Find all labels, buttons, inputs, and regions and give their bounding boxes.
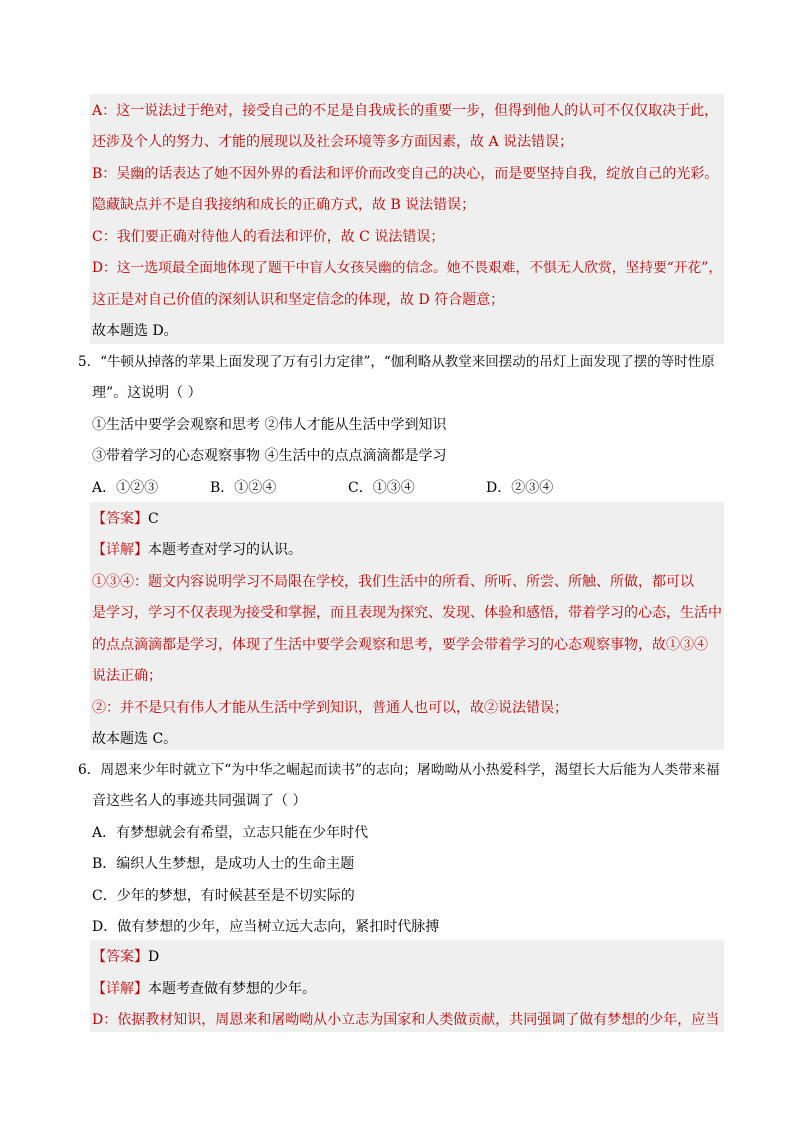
- detail-tag: 【详解】: [92, 542, 148, 558]
- detail-text: 本题考查对学习的认识。: [148, 542, 302, 558]
- question-5-detail: [92, 541, 302, 559]
- question-5-choice-a: A．①②③: [92, 480, 159, 496]
- detail-text: 本题考查做有梦想的少年。: [148, 981, 316, 997]
- explanation-mark: ①③④: [92, 574, 134, 590]
- question-6-stem-line2: 音这些名人的事迹共同强调了（ ）: [92, 793, 307, 809]
- explanation-text: ：并不是只有伟人才能从生活中学到知识，普通人也可以，故②说法错误；: [106, 700, 568, 716]
- analysis-b-line2: 隐藏缺点并不是自我接纳和成长的正确方式，故 B 说法错误；: [92, 197, 476, 213]
- answer-value: C: [148, 511, 159, 527]
- question-5-answer: [92, 510, 159, 528]
- question-5-conclusion: 故本题选 C。: [92, 731, 178, 747]
- question-6-stem-line1: 6．周恩来少年时就立下“为中华之崛起而读书”的志向；屠呦呦从小热爱科学，渴望长大后能为人类带来福: [78, 762, 720, 778]
- question-5-choice-b: B．①②④: [210, 480, 277, 496]
- question-5-explanation-line4: 说法正确；: [92, 668, 162, 684]
- question-5-explanation-line3: 的点点滴滴都是学习，体现了生活中要学会观察和思考，要学会带着学习的心态观察事物，故①③④: [92, 637, 708, 653]
- question-5-choice-c: C．①③④: [348, 480, 415, 496]
- question-6-option-d: D．做有梦想的少年，应当树立远大志向，紧扣时代脉搏: [92, 919, 440, 935]
- question-5-statements-line1: ①生活中要学会观察和思考 ②伟人才能从生活中学到知识: [92, 417, 447, 433]
- analysis-b-line1: B：吴幽的话表达了她不因外界的看法和评价而改变自己的决心，而是要坚持自我，绽放自己的光彩。: [92, 166, 719, 182]
- answer-value: D: [148, 949, 160, 965]
- question-5-explanation-line2: 是学习，学习不仅表现为接受和掌握，而且表现为探究、发现、体验和感悟，带着学习的心态，生活中: [92, 605, 722, 621]
- analysis-a-line2: 还涉及个人的努力、才能的展现以及社会环境等多方面因素，故 A 说法错误；: [92, 134, 574, 150]
- question-6-answer: [92, 948, 159, 966]
- question-5-explanation-line5: [92, 699, 568, 717]
- question-6-option-b: B．编织人生梦想，是成功人士的生命主题: [92, 856, 355, 872]
- question-6-option-c: C．少年的梦想，有时候甚至是不切实际的: [92, 888, 355, 904]
- analysis-d-line1: D：这一选项最全面地体现了题干中盲人女孩吴幽的信念。她不畏艰难，不惧无人欣赏，坚持要“开花”，: [92, 260, 723, 276]
- question-5-stem-line2: 理”。这说明（ ）: [92, 385, 202, 401]
- explanation-text: ：题文内容说明学习不局限在学校，我们生活中的所看、所听、所尝、所触、所做，都可以: [134, 574, 694, 590]
- question-6-option-a: A．有梦想就会有希望，立志只能在少年时代: [92, 825, 369, 841]
- answer-tag: 【答案】: [92, 949, 148, 965]
- question-5-statements-line2: ③带着学习的心态观察事物 ④生活中的点点滴滴都是学习: [92, 448, 447, 464]
- answer-tag: 【答案】: [92, 511, 148, 527]
- question-6-detail: [92, 980, 316, 998]
- analysis-d-line2: 这正是对自己价值的深刻认识和坚定信念的体现，故 D 符合题意；: [92, 292, 505, 308]
- question-6-explanation-line1: D：依据教材知识，周恩来和屠呦呦从小立志为国家和人类做贡献，共同强调了做有梦想的少年，应当: [92, 1012, 720, 1028]
- explanation-mark: ②: [92, 700, 106, 716]
- analysis-c-line1: C：我们要正确对待他人的看法和评价，故 C 说法错误；: [92, 229, 445, 245]
- question-5-stem-line1: 5．“牛顿从掉落的苹果上面发现了万有引力定律”，“伽利略从教堂来回摆动的吊灯上面发现了摆的等时性原: [78, 354, 715, 370]
- analysis-a-line1: A：这一说法过于绝对，接受自己的不足是自我成长的重要一步，但得到他人的认可不仅仅取决于此，: [92, 103, 719, 119]
- question-5-explanation-line1: [92, 573, 694, 591]
- detail-tag: 【详解】: [92, 981, 148, 997]
- question-5-choice-d: D．②③④: [486, 480, 554, 496]
- analysis-conclusion: 故本题选 D。: [92, 323, 178, 339]
